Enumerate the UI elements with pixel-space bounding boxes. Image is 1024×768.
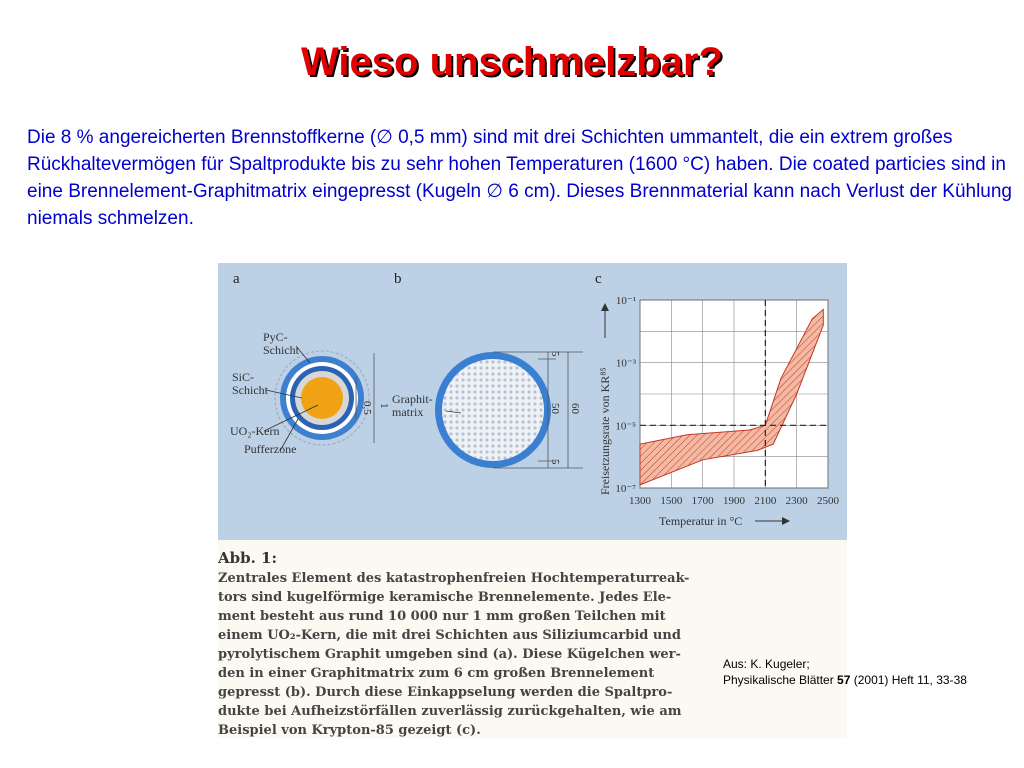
panel-b-letter: b [394,271,402,287]
graphit-label-1: Graphit- [392,392,433,406]
y-tick-label: 10⁻³ [615,357,636,370]
x-tick-label: 2100 [754,495,777,507]
caption-line: dukte bei Aufheizstörfällen zuverlässig zurückgehalten, wie am [218,704,682,719]
slide-title: Wieso unschmelzbar? [301,40,723,84]
caption-line: tors sind kugelförmige keramische Brennelemente. Jedes Ele- [218,590,672,605]
chart-y-axis-label: Freisetzungsrate von KR⁸⁵ [598,367,612,495]
dimension-1: 1 [378,403,390,409]
dimension-60: 60 [569,403,581,414]
source-citation [723,656,967,688]
sic-label-1: SiC- [232,370,255,384]
pyc-label-2: Schicht [263,343,299,357]
source-line-1: Aus: K. Kugeler; [723,657,810,671]
y-axis-arrow [601,303,609,338]
source-volume: 57 [837,673,851,687]
x-tick-label: 1300 [629,495,651,507]
uo2-kernel [301,377,343,419]
caption-line: einem UO₂-Kern, die mit drei Schichten aus Siliziumcarbid und [218,628,681,643]
release-rate-chart [593,263,843,540]
panel-a-letter: a [233,271,240,287]
caption-line: ment besteht aus rund 10 000 nur 1 mm großen Teilchen mit [218,609,666,624]
source-line-2 [723,672,967,688]
source-journal: Physikalische Blätter [723,673,838,687]
y-tick-labels [615,295,636,495]
y-tick-label: 10⁻¹ [615,295,636,307]
source-issue: (2001) Heft 11, 33-38 [850,673,967,687]
caption-line: pyrolytischem Graphit umgeben sind (a). Diese Kügelchen wer- [218,647,681,662]
particle-layers [275,351,369,445]
graphite-matrix-core [442,359,544,461]
x-tick-label: 1900 [723,495,745,507]
caption-text [218,569,698,740]
panel-c-letter: c [595,271,602,287]
caption-line: Beispiel von Krypton-85 gezeigt (c). [218,723,481,738]
dimension-50: 50 [549,403,561,414]
intro-paragraph: Die 8 % angereicherten Brennstoffkerne (∅ 0,5 mm) sind mit drei Schichten ummantelt, die ein extrem großes Rückhaltevermögen für Spaltprodukte bis zu sehr hohen Temperaturen (1600 °C) haben. Die coated particies sind in eine Brennelement-Graphitmatrix eingepresst (Kugeln ∅ 6 cm). Dieses Brennmaterial kann nach Verlust der Kühlung niemals schmelzen. [27,127,1012,229]
x-tick-label: 2300 [785,495,808,507]
caption-line: den in einer Graphitmatrix zum 6 cm großen Brennelement [218,666,655,681]
y-tick-label: 10⁻⁷ [615,483,636,495]
x-tick-label: 1700 [691,495,714,507]
dimension-05: 0,5 [361,401,373,415]
pufferzone-label: Pufferzone [244,442,297,456]
fuel-element-diagram [388,323,588,543]
y-tick-label: 10⁻⁵ [615,420,636,433]
figure-diagram-area [218,263,847,540]
caption-line: Zentrales Element des katastrophenfreien Hochtemperaturreak- [218,571,690,586]
caption-title: Abb. 1: [218,549,278,567]
x-tick-label: 2500 [817,495,839,507]
x-axis-arrow [755,517,790,525]
chart-x-axis-label: Temperatur in °C [659,514,743,528]
dimension-5-top: 5 [549,351,561,357]
x-tick-label: 1500 [660,495,683,507]
graphit-label-2: matrix [392,405,424,419]
caption-line: gepresst (b). Durch diese Einkappselung werden die Spaltpro- [218,685,673,700]
pyc-label-1: PyC- [263,330,288,344]
x-tick-labels [629,495,840,507]
dimension-5-bottom: 5 [549,459,561,465]
sic-label-2: Schicht [232,383,268,397]
uo2-kern-label: UO₂-Kern [230,424,280,438]
